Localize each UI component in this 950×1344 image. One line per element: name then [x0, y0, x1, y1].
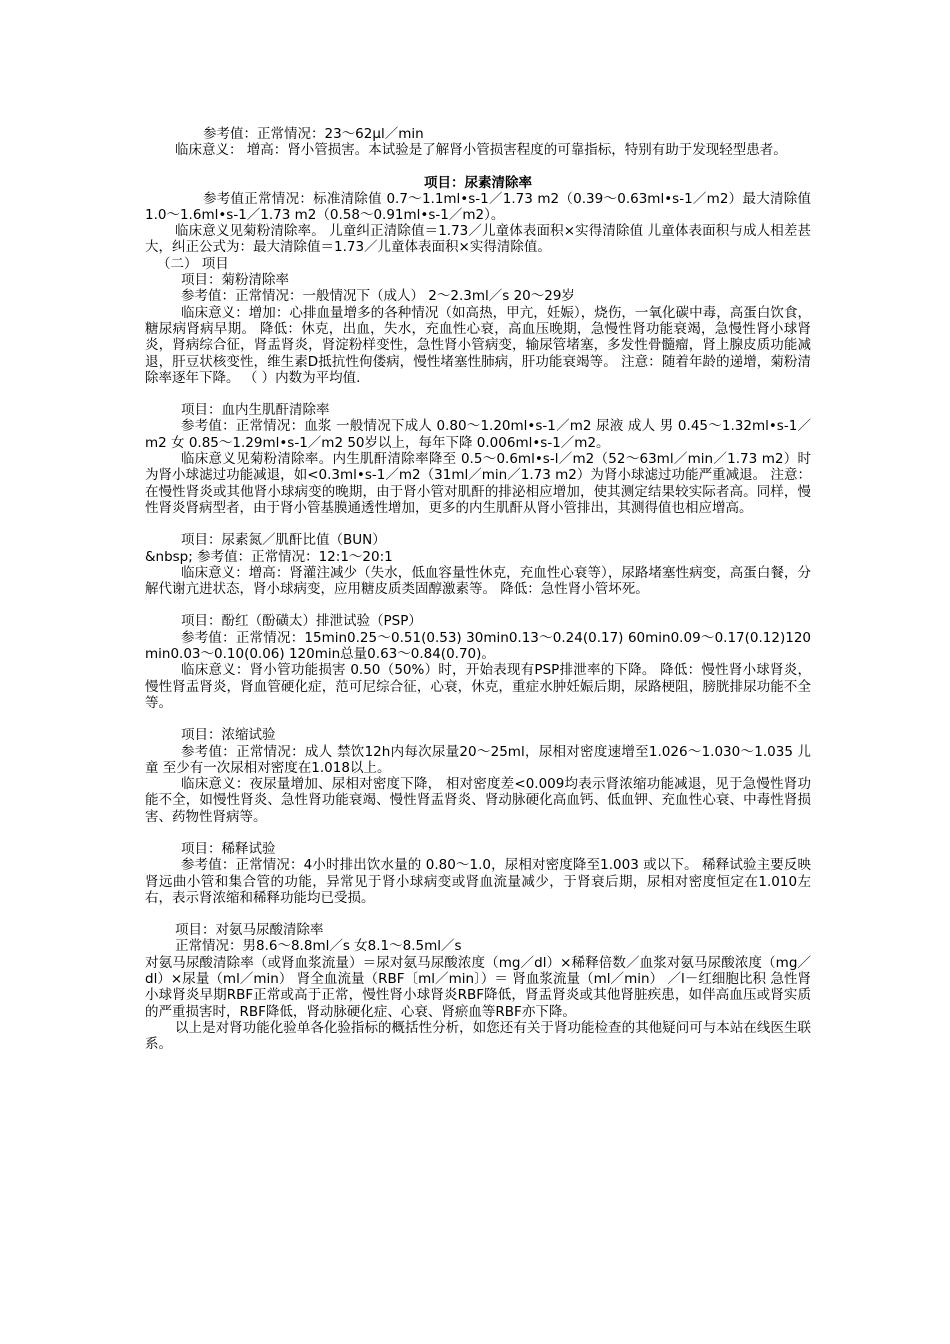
- clinical-significance: 临床意义：增加：心排血量增多的各种情况（如高热，甲亢，妊娠），烧伤，一氧化碳中毒，高蛋白饮食，糖尿病肾病早期。 降低：休克，出血，失水，充血性心衰，高血压晚期，急慢性肾功能衰竭，急慢性肾小球肾炎，肾病综合征，肾盂肾炎，肾淀粉样变性，急性肾小管病变，输尿管堵塞，多发性骨髓瘤，肾上腺皮质功能减退，肝豆状核变性，维生素D抵抗性佝偻病，慢性堵塞性肺病，肝功能衰竭等。 注意：随着年龄的递增，菊粉清除率逐年下降。 （ ）内数为平均值.: [145, 304, 811, 386]
- reference-value: 参考值：正常情况：一般情况下（成人） 2～2.3ml／s 20～29岁: [181, 288, 575, 305]
- item-title-pah-clearance: 项目：对氨马尿酸清除率: [175, 922, 324, 939]
- clinical-significance: 临床意义：夜尿量增加、尿相对密度下降， 相对密度差<0.009均表示肾浓缩功能减退，见于急慢性肾功能不全，如慢性肾炎、急性肾功能衰竭、慢性肾盂肾炎、肾动脉硬化高血钙、低血钾、充血性心衰、中毒性肾损害、药物性肾病等。: [145, 776, 811, 825]
- section-heading: （二） 项目: [157, 255, 229, 272]
- reference-value: 参考值：正常情况：23～62μl／min: [203, 126, 424, 142]
- item-title-inulin-clearance: 项目：菊粉清除率: [181, 272, 289, 289]
- reference-value: 参考值正常情况：标准清除值 0.7～1.1ml•s-1／1.73 m2（0.39～0.63ml•s-1／m2）最大清除值 1.0～1.6ml•s-1／1.73 m2（0.58～0.91ml•s-1／m2）。: [145, 190, 811, 223]
- reference-value: 参考值：正常情况：血浆 一般情况下成人 0.80～1.20ml•s-1／m2 尿液 成人 男 0.45～1.32ml•s-1／m2 女 0.85～1.29ml•s-1／m2 50岁以上，每年下降 0.006ml•s-1／m2。: [145, 418, 811, 451]
- clinical-significance: 临床意义：增高：肾灌注减少（失水，低血容量性休克，充血性心衰等），尿路堵塞性病变，高蛋白餐，分解代谢亢进状态，肾小球病变，应用糖皮质类固醇激素等。 降低：急性肾小管坏死。: [145, 564, 811, 598]
- item-title-creatinine-clearance: 项目：血内生肌酐清除率: [181, 402, 330, 419]
- clinical-significance: 临床意义见菊粉清除率。 儿童纠正清除值＝1.73／儿童体表面积×实得清除值 儿童体表面积与成人相差甚大，纠正公式为：最大清除值＝1.73／儿童体表面积×实得清除值。: [145, 223, 811, 256]
- document-body: [145, 126, 811, 1053]
- reference-value: &nbsp; 参考值：正常情况：12:1～20:1: [145, 548, 393, 565]
- clinical-significance: 临床意义：肾小管功能损害 0.50（50%）时，开始表现有PSP排泄率的下降。 降低：慢性肾小球肾炎，慢性肾盂肾炎，肾血管硬化症，范可尼综合征，心衰，休克，重症水肿妊娠后期，尿路梗阻，膀胱排尿功能不全等。: [145, 662, 811, 711]
- reference-value: 参考值：正常情况：成人 禁饮12h内每次尿量20～25ml，尿相对密度速增至1.026～1.030～1.035 儿童 至少有一次尿相对密度在1.018以上。: [145, 743, 811, 776]
- summary-paragraph: 以上是对肾功能化验单各化验指标的概括性分析，如您还有关于肾功能检查的其他疑问可与本站在线医生联系。: [145, 1019, 811, 1053]
- clinical-significance: 临床意义见菊粉清除率。内生肌酐清除率降至 0.5～0.6ml•s-l／m2（52～63ml／min／1.73 m2）时为肾小球滤过功能减退，如<0.3ml•s-1／m2（31ml／min／1.73 m2）为肾小球滤过功能严重减退。 注意：在慢性肾炎或其他肾小球病变的晚期，由于肾小管对肌酐的排泌相应增加，使其测定结果较实际者高。同样，慢性肾炎肾病型者，由于肾小管基膜通透性增加，更多的内生肌酐从肾小管排出，其测得值也相应增高。: [145, 451, 811, 516]
- item-title-dilution-test: 项目：稀释试验: [181, 840, 276, 857]
- item-title-bun-ratio: 项目：尿素氮／肌酐比值（BUN）: [181, 532, 386, 549]
- formula-paragraph: 对氨马尿酸清除率（或肾血浆流量）＝尿对氨马尿酸浓度（mg／dl）×稀释倍数／血浆对氨马尿酸浓度（mg／dl）×尿量（ml／min） 肾全血流量（RBF〔ml／min〕）＝ 肾血浆流量（ml／min） ／l－红细胞比积 急性肾小球肾炎早期RBF正常或高于正常，慢性肾小球肾炎RBF降低，肾盂肾炎或其他肾脏疾患，如伴高血压或肾实质的严重损害时，RBF降低，肾动脉硬化症、心衰、肾瘀血等RBF亦下降。: [145, 954, 811, 1020]
- reference-value: 正常情况：男8.6～8.8ml／s 女8.1～8.5ml／s: [175, 938, 462, 955]
- reference-value: 参考值：正常情况：4小时排出饮水量的 0.80～1.0，尿相对密度降至1.003 或以下。 稀释试验主要反映肾远曲小管和集合管的功能，异常见于肾小球病变或肾血流量减少，于肾衰后期，尿相对密度恒定在1.010左右，表示肾浓缩和稀释功能均已受损。: [145, 857, 811, 906]
- reference-value: 参考值：正常情况：15min0.25～0.51(0.53) 30min0.13～0.24(0.17) 60min0.09～0.17(0.12)120min0.03～0.10(0.06) 120min总量0.63～0.84(0.70)。: [145, 629, 811, 663]
- item-title-concentration-test: 项目：浓缩试验: [181, 727, 276, 744]
- clinical-significance: 临床意义： 增高：肾小管损害。本试验是了解肾小管损害程度的可靠指标，特别有助于发现轻型患者。: [175, 142, 787, 159]
- section-title-urea-clearance: 项目：尿素清除率: [424, 174, 532, 191]
- item-title-psp-test: 项目：酚红（酚磺太）排泄试验（PSP）: [181, 613, 422, 630]
